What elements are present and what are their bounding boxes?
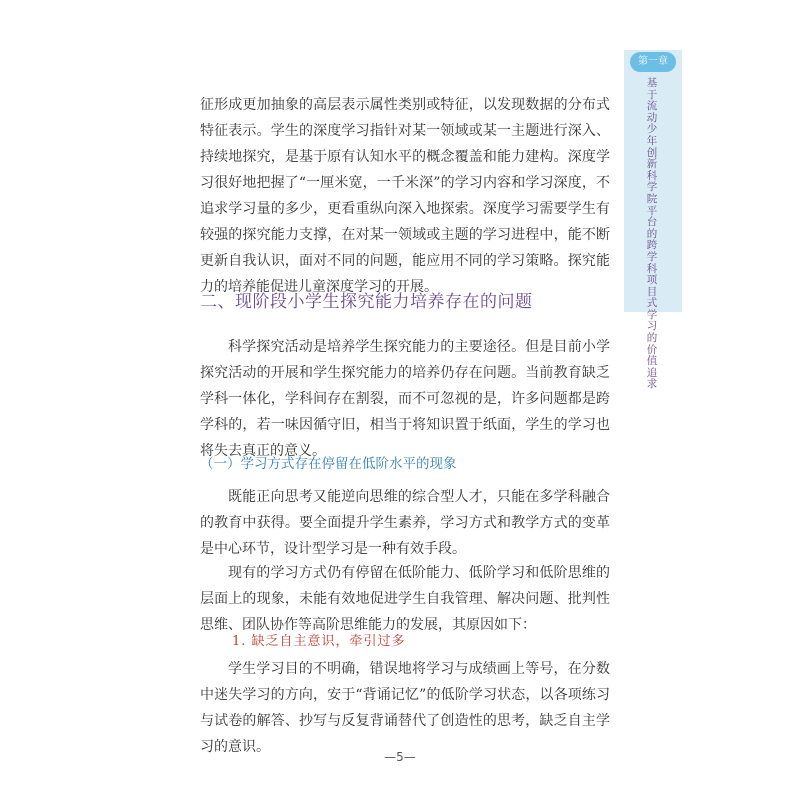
chapter-badge: 第一章 xyxy=(630,52,676,72)
paragraph-integrated-talent: 既能正向思考又能逆向思维的综合型人才，只能在多学科融合的教育中获得。要全面提升学生素养，学习方式和教学方式的变革是中心环节，设计型学习是一种有效手段。 xyxy=(200,489,610,557)
paragraph-learning-goal: 学生学习目的不明确，错误地将学习与成绩画上等号，在分数中迷失学习的方向，安于“背诵记忆”的低阶学习状态，以各项练习与试卷的解答、抄写与反复背诵替代了创造性的思考，缺乏自主学习的意识。 xyxy=(200,661,610,755)
paragraph-current-learning: 现有的学习方式仍有停留在低阶能力、低阶学习和低阶思维的层面上的现象，未能有效地促进学生自我管理、解决问题、批判性思维、团队协作等高阶思维能力的发展，其原因如下： xyxy=(200,565,610,633)
paragraph-deep-learning: 征形成更加抽象的高层表示属性类别或特征，以发现数据的分布式特征表示。学生的深度学习指针对某一领域或某一主题进行深入、持续地探究，是基于原有认知水平的概念覆盖和能力建构。深度学习很好地把握了“一厘米宽，一千米深”的学习内容和学习深度，不追求学习量的多少，更看重纵向深入地探索。深度学习需要学生有较强的探究能力支撑，在对某一领域或主题的学习进程中，能不断更新自我认识，面对不同的问题，能应用不同的学习策略。探究能力的培养能促进儿童深度学习的开展。 xyxy=(200,97,610,295)
section-heading: 二、现阶段小学生探究能力培养存在的问题 xyxy=(200,292,533,312)
page-number: —5— xyxy=(384,750,416,764)
chapter-title-vertical: 基于流动少年创新科学院平台的跨学科项目式学习的价值追求 xyxy=(646,77,658,391)
subsection-heading: （一）学习方式存在停留在低阶水平的现象 xyxy=(200,456,457,472)
chapter-side-tab xyxy=(624,50,682,391)
paragraph-science-inquiry: 科学探究活动是培养学生探究能力的主要途径。但是目前小学探究活动的开展和学生探究能力的培养仍存在问题。当前教育缺乏学科一体化，学科间存在割裂，而不可忽视的是，许多问题都是跨学科的，若一味因循守旧，相当于将知识置于纸面，学生的学习也将失去真正的意义。 xyxy=(200,339,610,459)
item-heading: 1. 缺乏自主意识，牵引过多 xyxy=(232,634,406,649)
